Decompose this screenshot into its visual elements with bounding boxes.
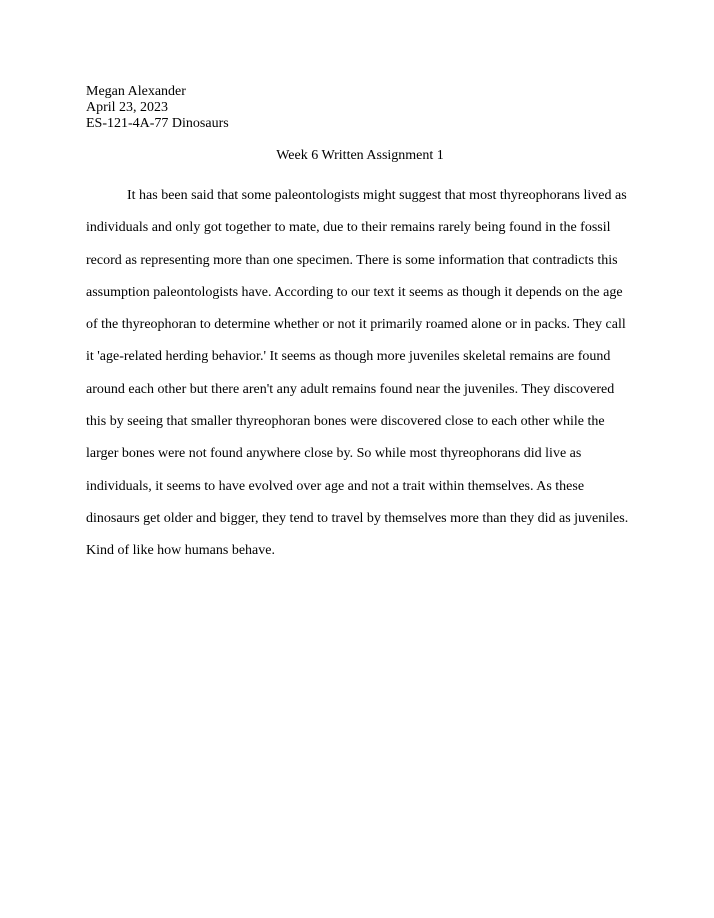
document-title: Week 6 Written Assignment 1: [276, 148, 444, 163]
document-date: April 23, 2023: [86, 100, 169, 115]
author-name: Megan Alexander: [86, 84, 186, 99]
document-header: [86, 84, 229, 132]
course-name: ES-121-4A-77 Dinosaurs: [86, 116, 229, 131]
body-paragraph: It has been said that some paleontologists might suggest that most thyreophorans lived as individuals and only got together to mate, due to their remains rarely being found in the fossil record as representing more than one specimen. There is some information that contradicts this assumption paleontologists have. According to our text it seems as though it depends on the age of the thyreophoran to determine whether or not it primarily roamed alone or in packs. They call it 'age-related herding behavior.' It seems as though more juveniles skeletal remains are found around each other but there aren't any adult remains found near the juveniles. They discovered this by seeing that smaller thyreophoran bones were discovered close to each other while the larger bones were not found anywhere close by. So while most thyreophorans did live as individuals, it seems to have evolved over age and not a trait within themselves. As these dinosaurs get older and bigger, they tend to travel by themselves more than they did as juveniles. Kind of like how humans behave.: [86, 188, 629, 559]
